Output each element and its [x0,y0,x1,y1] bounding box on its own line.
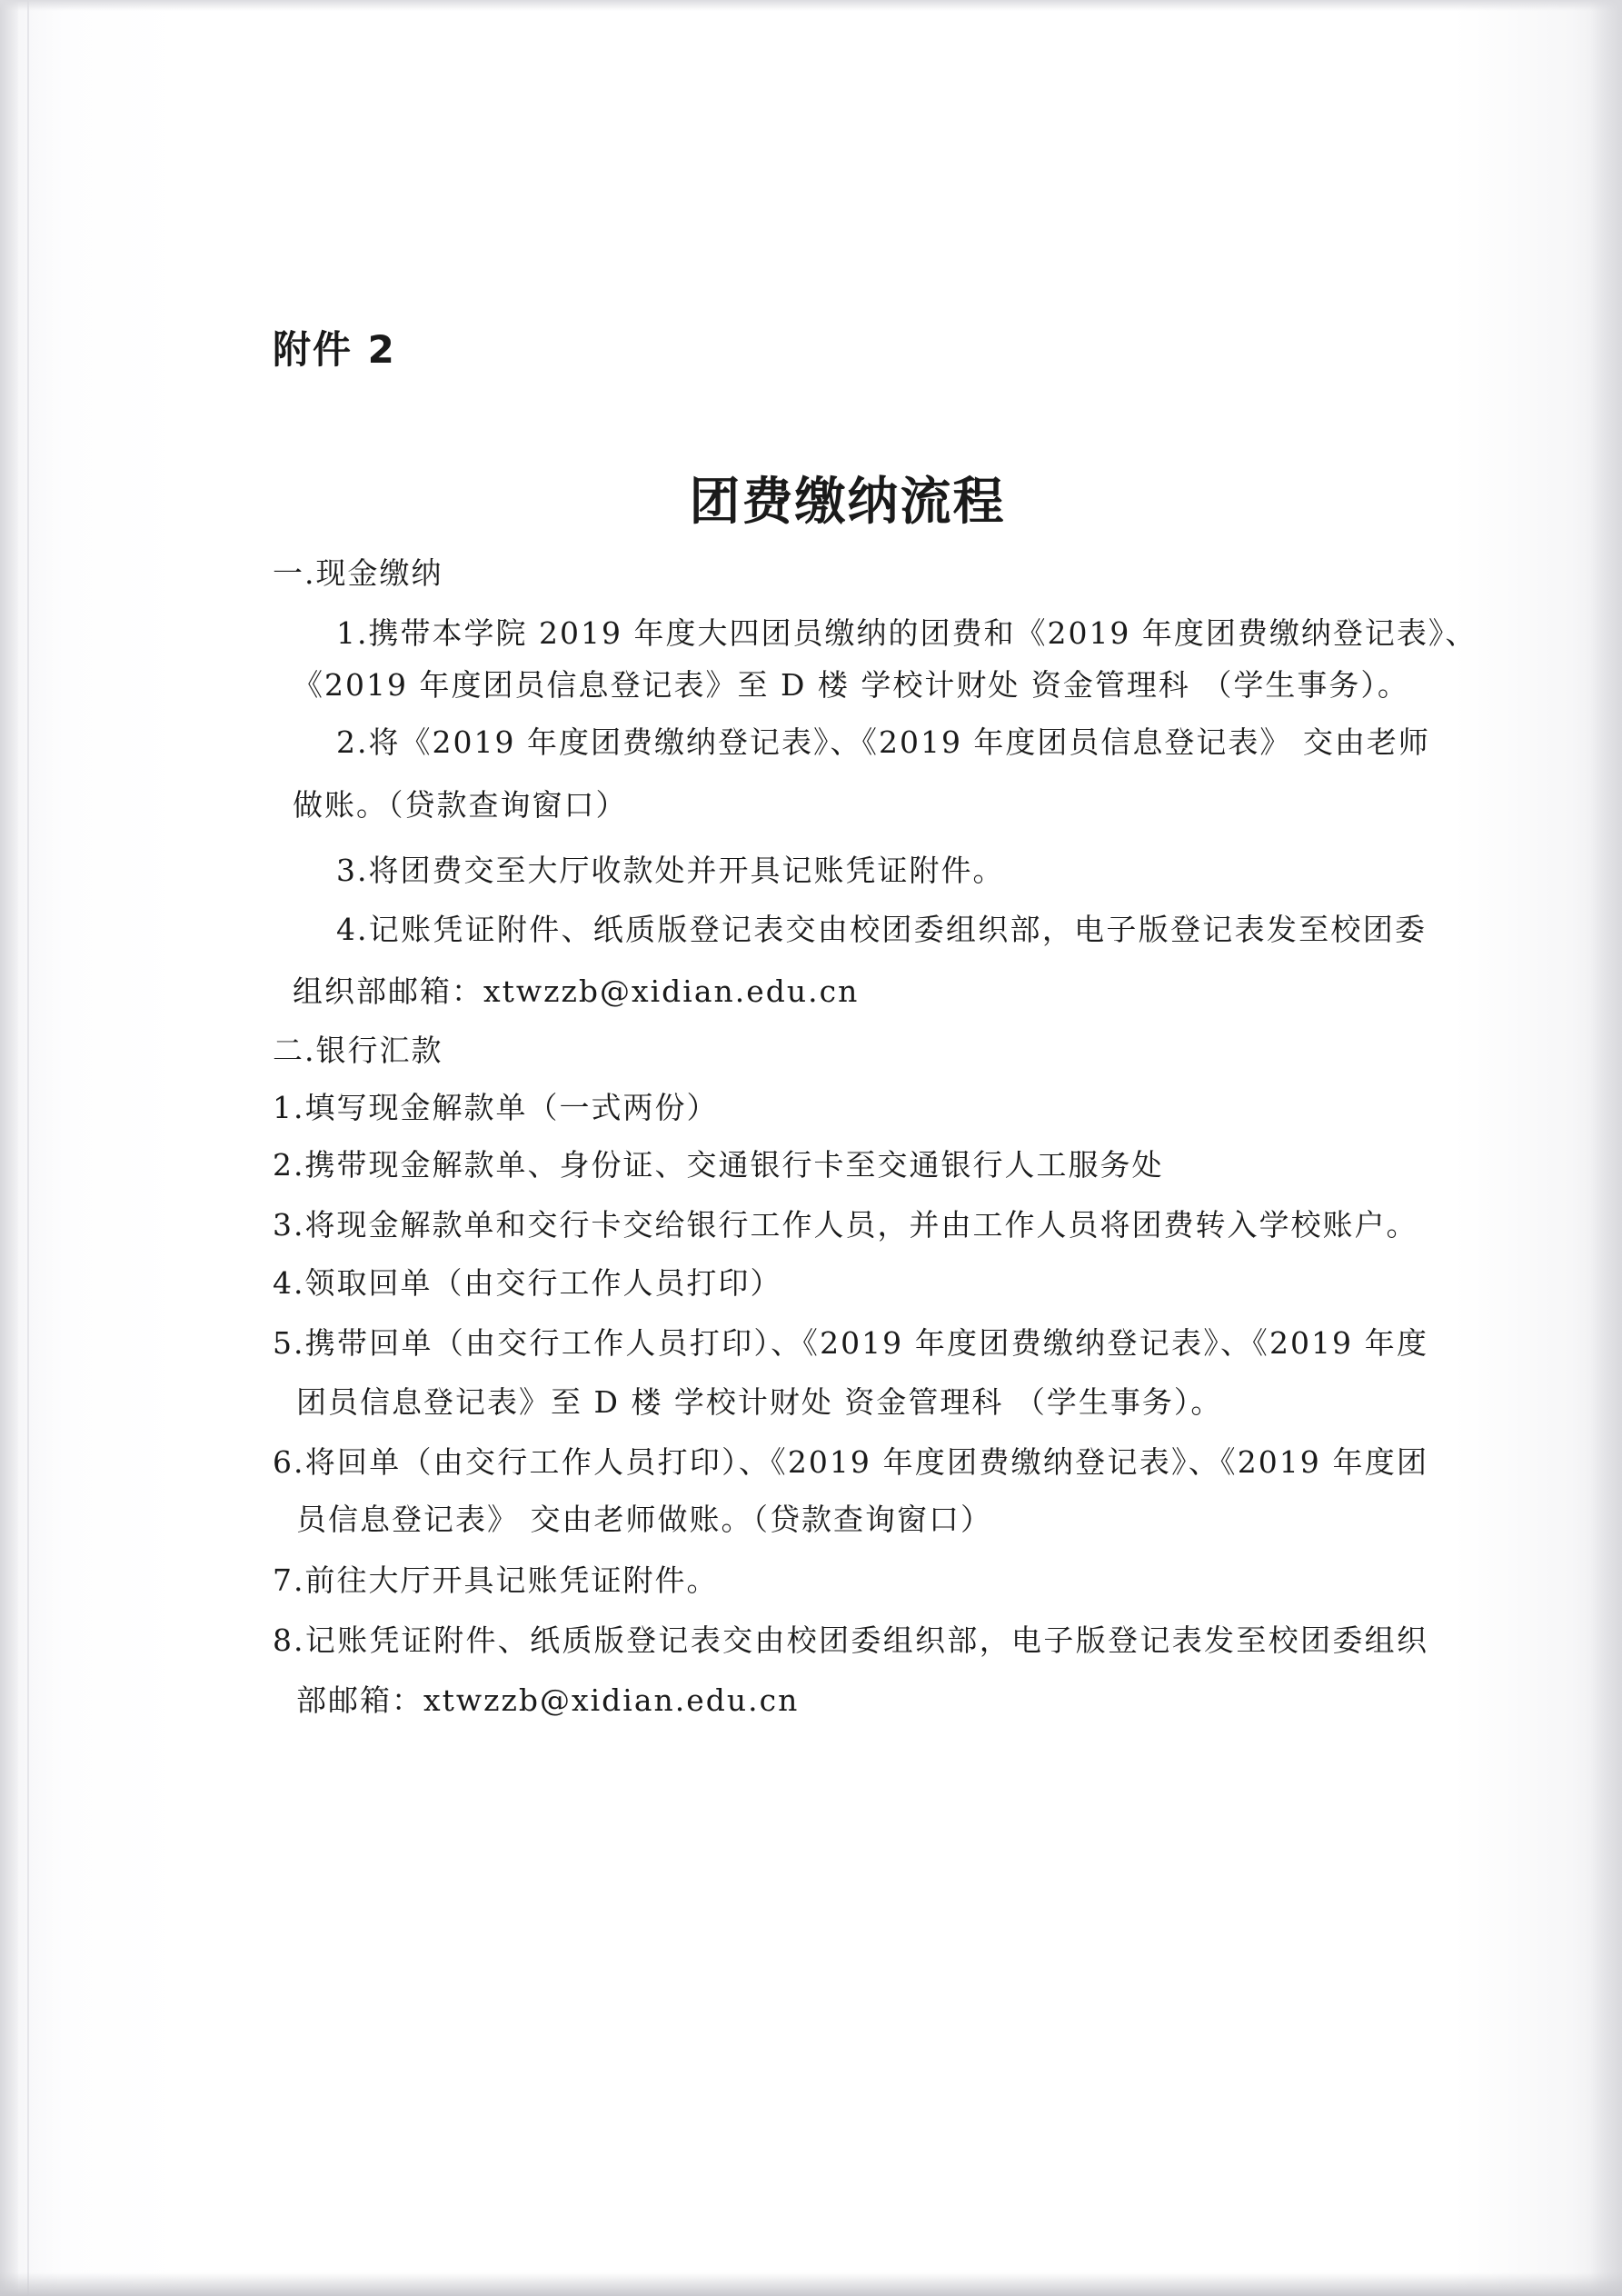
bank-item-6-text-1: 6.将回单（由交行工作人员打印）、《2019 年度团费缴纳登记表》、《2019 年度团 [273,1444,1428,1480]
cash-item-4-line-2 [293,968,859,1011]
cash-item-4-text-2: 组织部邮箱：xtwzzb@xidian.edu.cn [293,973,860,1009]
cash-item-4-line-1 [336,906,1427,949]
cash-item-3-text-1: 3.将团费交至大厅收款处并开具记账凭证附件。 [336,853,1005,888]
bank-item-5-text-2: 团员信息登记表》至 D 楼 学校计财处 资金管理科 （学生事务）。 [296,1384,1223,1420]
bank-item-3-line-1 [273,1202,1418,1244]
bank-item-4-text-1: 4.领取回单（由交行工作人员打印） [273,1265,782,1301]
bank-item-6-line-1 [273,1439,1428,1482]
cash-item-2-line-2 [293,782,628,824]
bank-item-6-text-2: 员信息登记表》 交由老师做账。（贷款查询窗口） [296,1502,992,1537]
cash-item-1-text-1: 1.携带本学院 2019 年度大四团员缴纳的团费和《2019 年度团费缴纳登记表》、 [336,615,1478,651]
bank-item-8-text-1: 8.记账凭证附件、纸质版登记表交由校团委组织部，电子版登记表发至校团委组织 [273,1622,1428,1658]
bank-item-5-line-1 [273,1320,1428,1363]
cash-item-1-line-1 [336,610,1478,653]
bank-item-3-text-1: 3.将现金解款单和交行卡交给银行工作人员，并由工作人员将团费转入学校账户。 [273,1207,1418,1243]
bank-item-5-line-2 [296,1379,1222,1422]
cash-item-2-line-1 [336,719,1430,762]
attachment-label: 附件 2 [273,327,396,372]
section-heading-cash: 一.现金缴纳 [273,555,443,591]
bank-item-8-text-2: 部邮箱：xtwzzb@xidian.edu.cn [296,1682,800,1718]
cash-item-2-text-1: 2.将《2019 年度团费缴纳登记表》、《2019 年度团员信息登记表》 交由老师 [336,724,1430,760]
document-title: 团费缴纳流程 [689,472,1006,532]
bank-item-6-line-2 [296,1496,992,1539]
cash-item-4-text-1: 4.记账凭证附件、纸质版登记表交由校团委组织部，电子版登记表发至校团委 [336,912,1427,947]
bank-item-1-line-1 [273,1084,719,1127]
bank-item-4-line-1 [273,1260,782,1303]
cash-item-1-text-2: 《2019 年度团员信息登记表》至 D 楼 学校计财处 资金管理科 （学生事务）。 [293,667,1409,703]
cash-item-2-text-2: 做账。（贷款查询窗口） [293,787,628,823]
bank-item-7-line-1 [273,1557,719,1600]
bank-item-2-text-1: 2.携带现金解款单、身份证、交通银行卡至交通银行人工服务处 [273,1147,1164,1183]
cash-item-1-line-2 [293,662,1409,704]
bank-item-2-line-1 [273,1142,1164,1184]
bank-item-5-text-1: 5.携带回单（由交行工作人员打印）、《2019 年度团费缴纳登记表》、《2019 年度 [273,1325,1428,1361]
bank-item-7-text-1: 7.前往大厅开具记账凭证附件。 [273,1562,719,1598]
cash-item-3-line-1 [336,847,1005,890]
section-heading-bank: 二.银行汇款 [273,1033,443,1068]
bank-item-1-text-1: 1.填写现金解款单（一式两份） [273,1090,719,1125]
bank-item-8-line-2 [296,1677,799,1720]
bank-item-8-line-1 [273,1617,1428,1660]
